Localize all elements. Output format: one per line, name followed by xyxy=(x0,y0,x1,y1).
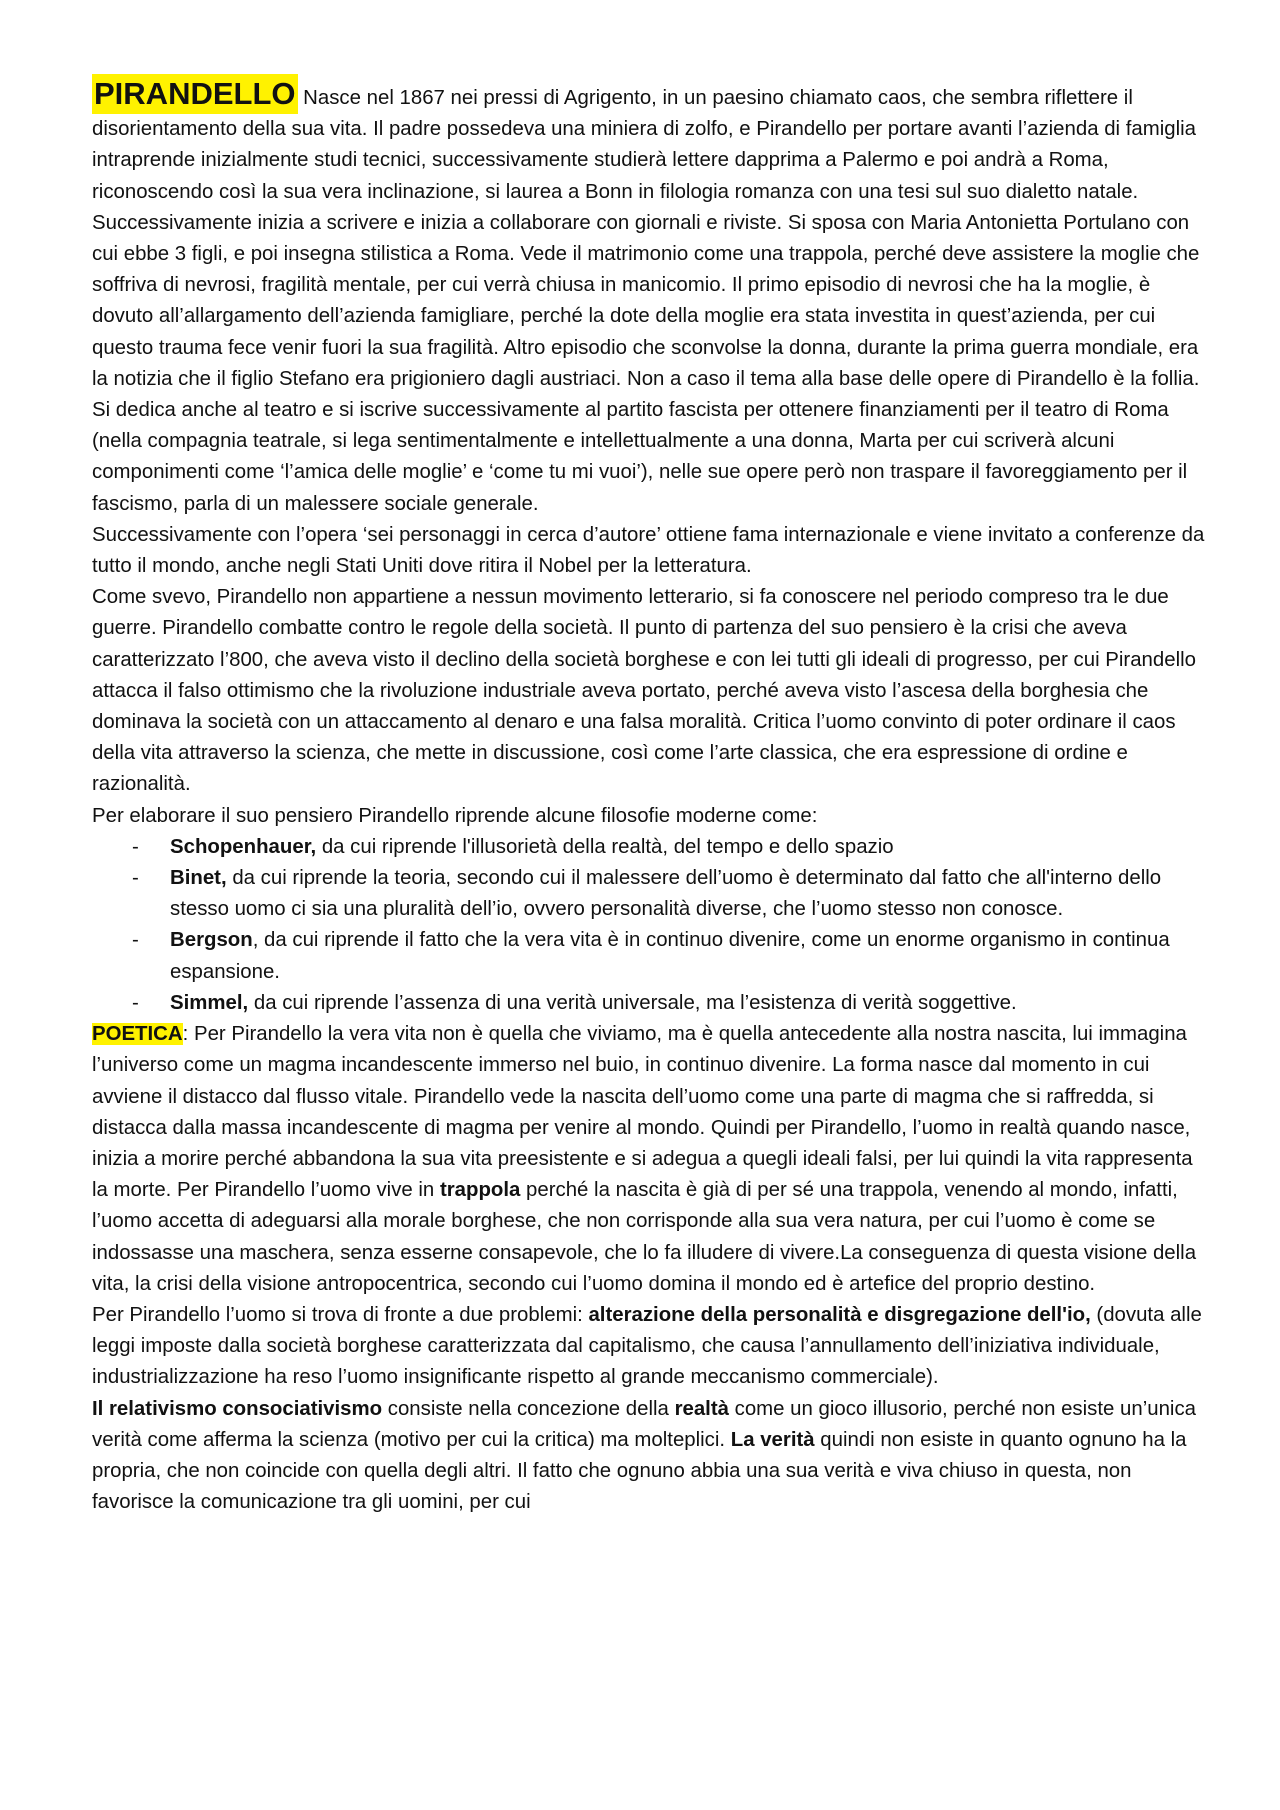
dash-bullet: - xyxy=(132,929,139,952)
relativismo-paragraph xyxy=(92,1394,1212,1519)
nobel-paragraph: Successivamente con l’opera ‘sei personaggi in cerca d’autore’ ottiene fama internazionale e viene invitato a conferenze da tutto il mondo, anche negli Stati Uniti dove ritira il Nobel per la letteratura. xyxy=(92,523,1205,578)
problems-text: Per Pirandello l’uomo si trova di fronte a due problemi: xyxy=(92,1303,589,1326)
relativismo-bold: Il relativismo consociativismo xyxy=(92,1397,383,1420)
philosopher-name: Bergson xyxy=(170,929,253,952)
philosopher-text: , da cui riprende il fatto che la vera vita è in continuo divenire, come un enorme organismo in continua espansione. xyxy=(170,929,1170,983)
trappola-bold: trappola xyxy=(439,1179,521,1202)
list-item xyxy=(92,863,1212,925)
relativismo-text-2: come un gioco illusorio, perché non esiste un’unica verità come afferma la scienza (motivo per cui la critica) ma molteplici. xyxy=(92,1397,1196,1451)
philosopher-name: Binet, xyxy=(170,867,227,890)
philosopher-name: Schopenhauer, xyxy=(170,835,317,858)
intro-paragraph xyxy=(92,74,1212,520)
document-page xyxy=(92,74,1212,1518)
poetica-text-cont: perché la nascita è già di per sé una trappola, venendo al mondo, infatti, l’uomo accetta di adeguarsi alla morale borghese, che non corrisponde alla sua vera natura, per cui l’uomo è come se indossasse una maschera, senza esserne consapevole, che lo fa illudere di vivere.La conseguenza di questa visione della vita, la crisi della visione antropocentrica, secondo cui l’uomo domina il mondo ed è artefice del proprio destino. xyxy=(92,1179,1197,1295)
relativismo-text-3: quindi non esiste in quanto ognuno ha la propria, che non coincide con quella degli altri. Il fatto che ognuno abbia una sua verità e viva chiuso in questa, non favorisce la comunicazione tra gli uomini, per cui xyxy=(92,1428,1187,1514)
context-paragraph: Come svevo, Pirandello non appartiene a nessun movimento letterario, si fa conoscere nel periodo compreso tra le due guerre. Pirandello combatte contro le regole della società. Il punto di partenza del suo pensiero è la crisi che aveva caratterizzato l’800, che aveva visto il declino della società borghese e con lei tutti gli ideali di progresso, per cui Pirandello attacca il falso ottimismo che la rivoluzione industriale aveva portato, perché aveva visto l’ascesa della borghesia che dominava la società con un attaccamento al denaro e una falsa moralità. Critica l’uomo convinto di poter ordinare il caos della vita attraverso la scienza, che mette in discussione, così come l’arte classica, che era espressione di ordine e razionalità. xyxy=(92,586,1196,796)
poetica-heading: POETICA xyxy=(92,1023,183,1046)
philosophies-intro: Per elaborare il suo pensiero Pirandello riprende alcune filosofie moderne come: xyxy=(92,804,818,827)
intro-text: Nasce nel 1867 nei pressi di Agrigento, in un paesino chiamato caos, che sembra riflettere il disorientamento della sua vita. Il padre possedeva una miniera di zolfo, e Pirandello per portare avanti l’azienda di famiglia intraprende inizialmente studi tecnici, successivamente studierà lettere dapprima a Palermo e poi andrà a Roma, riconoscendo così la sua vera inclinazione, si laurea a Bonn in filologia romanza con una tesi sul suo dialetto natale. Successivamente inizia a scrivere e inizia a collaborare con giornali e riviste. Si sposa con Maria Antonietta Portulano con cui ebbe 3 figli, e poi insegna stilistica a Roma. Vede il matrimonio come una trappola, perché deve assistere la moglie che soffriva di nevrosi, fragilità mentale, per cui verrà chiusa in manicomio. Il primo episodio di nevrosi che ha la moglie, è dovuto all’allargamento dell’azienda famigliare, perché la dote della moglie era stata investita in quest’azienda, per cui questo trauma fece venir fuori la sua fragilità. Altro episodio che sconvolse la donna, durante la prima guerra mondiale, era la notizia che il figlio Stefano era prigioniero dagli austriaci. Non a caso il tema alla base delle opere di Pirandello è la follia. Si dedica anche al teatro e si iscrive successivamente al partito fascista per ottenere finanziamenti per il teatro di Roma (nella compagnia teatrale, si lega sentimentalmente e intellettualmente a una donna, Marta per cui scriverà alcuni componimenti come ‘l’amica delle moglie’ e ‘come tu mi vuoi’), nelle sue opere però non traspare il favoreggiamento per il fascismo, parla di un malessere sociale generale. xyxy=(92,87,1200,515)
philosopher-text: da cui riprende l'illusorietà della realtà, del tempo e dello spazio xyxy=(316,835,894,858)
problems-text-cont: (dovuta alle leggi imposte dalla società borghese caratterizzata dal capitalismo, che causa l’annullamento dell’iniziativa individuale, industrializzazione ha reso l’uomo insignificante rispetto al grande meccanismo commerciale). xyxy=(92,1303,1202,1389)
list-item xyxy=(92,925,1212,987)
list-item xyxy=(92,988,1212,1019)
dash-bullet: - xyxy=(132,835,139,858)
realta-bold: realtà xyxy=(674,1397,729,1420)
dash-bullet: - xyxy=(132,867,139,890)
document-title: PIRANDELLO xyxy=(92,74,298,114)
poetica-text: : Per Pirandello la vera vita non è quella che viviamo, ma è quella antecedente alla nostra nascita, lui immagina l’universo come un magma incandescente immerso nel buio, in continuo divenire. La forma nasce dal momento in cui avviene il distacco dal flusso vitale. Pirandello vede la nascita dell’uomo come una parte di magma che si raffredda, si distacca dalla massa incandescente di magma per venire al mondo. Quindi per Pirandello, l’uomo in realtà quando nasce, inizia a morire perché abbandona la sua vita preesistente e si adegua a quegli ideali falsi, per lui quindi la vita rappresenta la morte. Per Pirandello l’uomo vive in xyxy=(92,1023,1193,1202)
philosopher-text: da cui riprende la teoria, secondo cui il malessere dell’uomo è determinato dal fatto che all'interno dello stesso uomo ci sia una pluralità dell’io, ovvero personalità diverse, che l’uomo stesso non conosce. xyxy=(170,867,1162,921)
philosopher-name: Simmel, xyxy=(170,991,249,1014)
philosophers-list xyxy=(92,832,1212,1019)
problems-bold: alterazione della personalità e disgregazione dell'io, xyxy=(588,1303,1091,1326)
philosopher-text: da cui riprende l’assenza di una verità universale, ma l’esistenza di verità soggettive. xyxy=(248,991,1017,1014)
list-item xyxy=(92,832,1212,863)
problems-paragraph xyxy=(92,1300,1212,1394)
dash-bullet: - xyxy=(132,991,139,1014)
relativismo-text: consiste nella concezione della xyxy=(382,1397,675,1420)
verita-bold: La verità xyxy=(730,1428,815,1451)
poetica-paragraph xyxy=(92,1019,1212,1300)
